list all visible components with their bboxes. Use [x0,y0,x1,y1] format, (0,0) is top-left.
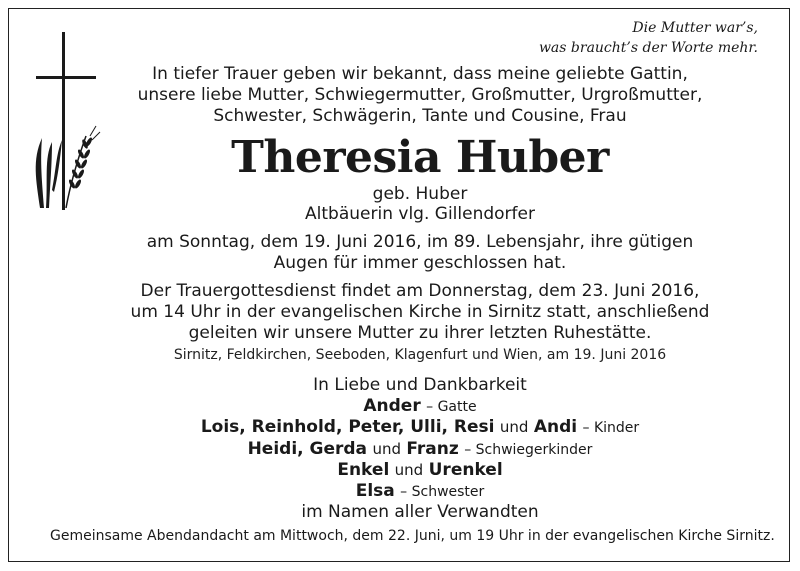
cross-with-wheat-icon [26,30,106,212]
mourners-intro: In Liebe und Dankbarkeit [313,375,527,395]
motto-line-1: Die Mutter war’s, [632,20,758,36]
intro-line-2: unsere liebe Mutter, Schwiegermutter, Großmutter, Urgroßmutter, [137,85,703,105]
children-relation: – Kinder [582,420,640,436]
mourner-inlaws [100,439,740,461]
deceased-name: Theresia Huber [231,132,609,183]
intro-text [100,64,740,127]
sister-relation: – Schwester [400,483,485,500]
grandchildren-und: und [394,461,424,479]
service-line-1: Der Trauergottesdienst findet am Donnerstag, dem 23. Juni 2016, [140,281,700,301]
intro-line-3: Schwester, Schwägerin, Tante und Cousine, Frau [213,106,627,126]
mourner-husband [100,396,740,418]
motto [539,18,758,58]
death-text [100,232,740,274]
mourner-children [100,417,740,439]
mourners-list [100,375,740,523]
children-last: Andi [533,417,578,437]
death-line-2: Augen für immer geschlossen hat. [273,253,567,273]
inlaws-und: und [372,439,401,458]
intro-line-1: In tiefer Trauer geben wir bekannt, dass meine geliebte Gattin, [152,64,688,84]
service-line-3: geleiten wir unsere Mutter zu ihrer letzten Ruhestätte. [188,323,652,343]
maiden-name: geb. Huber [372,184,468,204]
husband-name: Ander [363,395,421,416]
service-text [100,281,740,344]
inlaws-relation: – Schwiegerkinder [464,441,593,458]
husband-relation: – Gatte [426,398,477,415]
service-line-2: um 14 Uhr in der evangelischen Kirche in Sirnitz statt, anschließend [130,302,710,322]
deceased-details [100,184,740,224]
deceased-title: Altbäuerin vlg. Gillendorfer [305,204,535,224]
death-line-1: am Sonntag, dem 19. Juni 2016, im 89. Lebensjahr, ihre gütigen [146,232,694,252]
mourners-closing: im Namen aller Verwandten [301,502,539,522]
footer-notice: Gemeinsame Abendandacht am Mittwoch, dem 22. Juni, um 19 Uhr in der evangelischen Kirche Sirnitz. [50,528,775,544]
mourner-grandchildren [100,460,740,481]
mourner-sister [100,481,740,503]
motto-line-2: was braucht’s der Worte mehr. [538,40,758,56]
places-date: Sirnitz, Feldkirchen, Seeboden, Klagenfurt und Wien, am 19. Juni 2016 [173,347,667,363]
grandchildren-first: Enkel [337,460,390,480]
grandchildren-last: Urenkel [428,460,503,480]
inlaws-last: Franz [406,438,459,459]
children-und: und [499,418,529,436]
children-names: Lois, Reinhold, Peter, Ulli, Resi [200,417,495,437]
inlaws-names: Heidi, Gerda [247,438,368,459]
sister-name: Elsa [355,480,395,501]
